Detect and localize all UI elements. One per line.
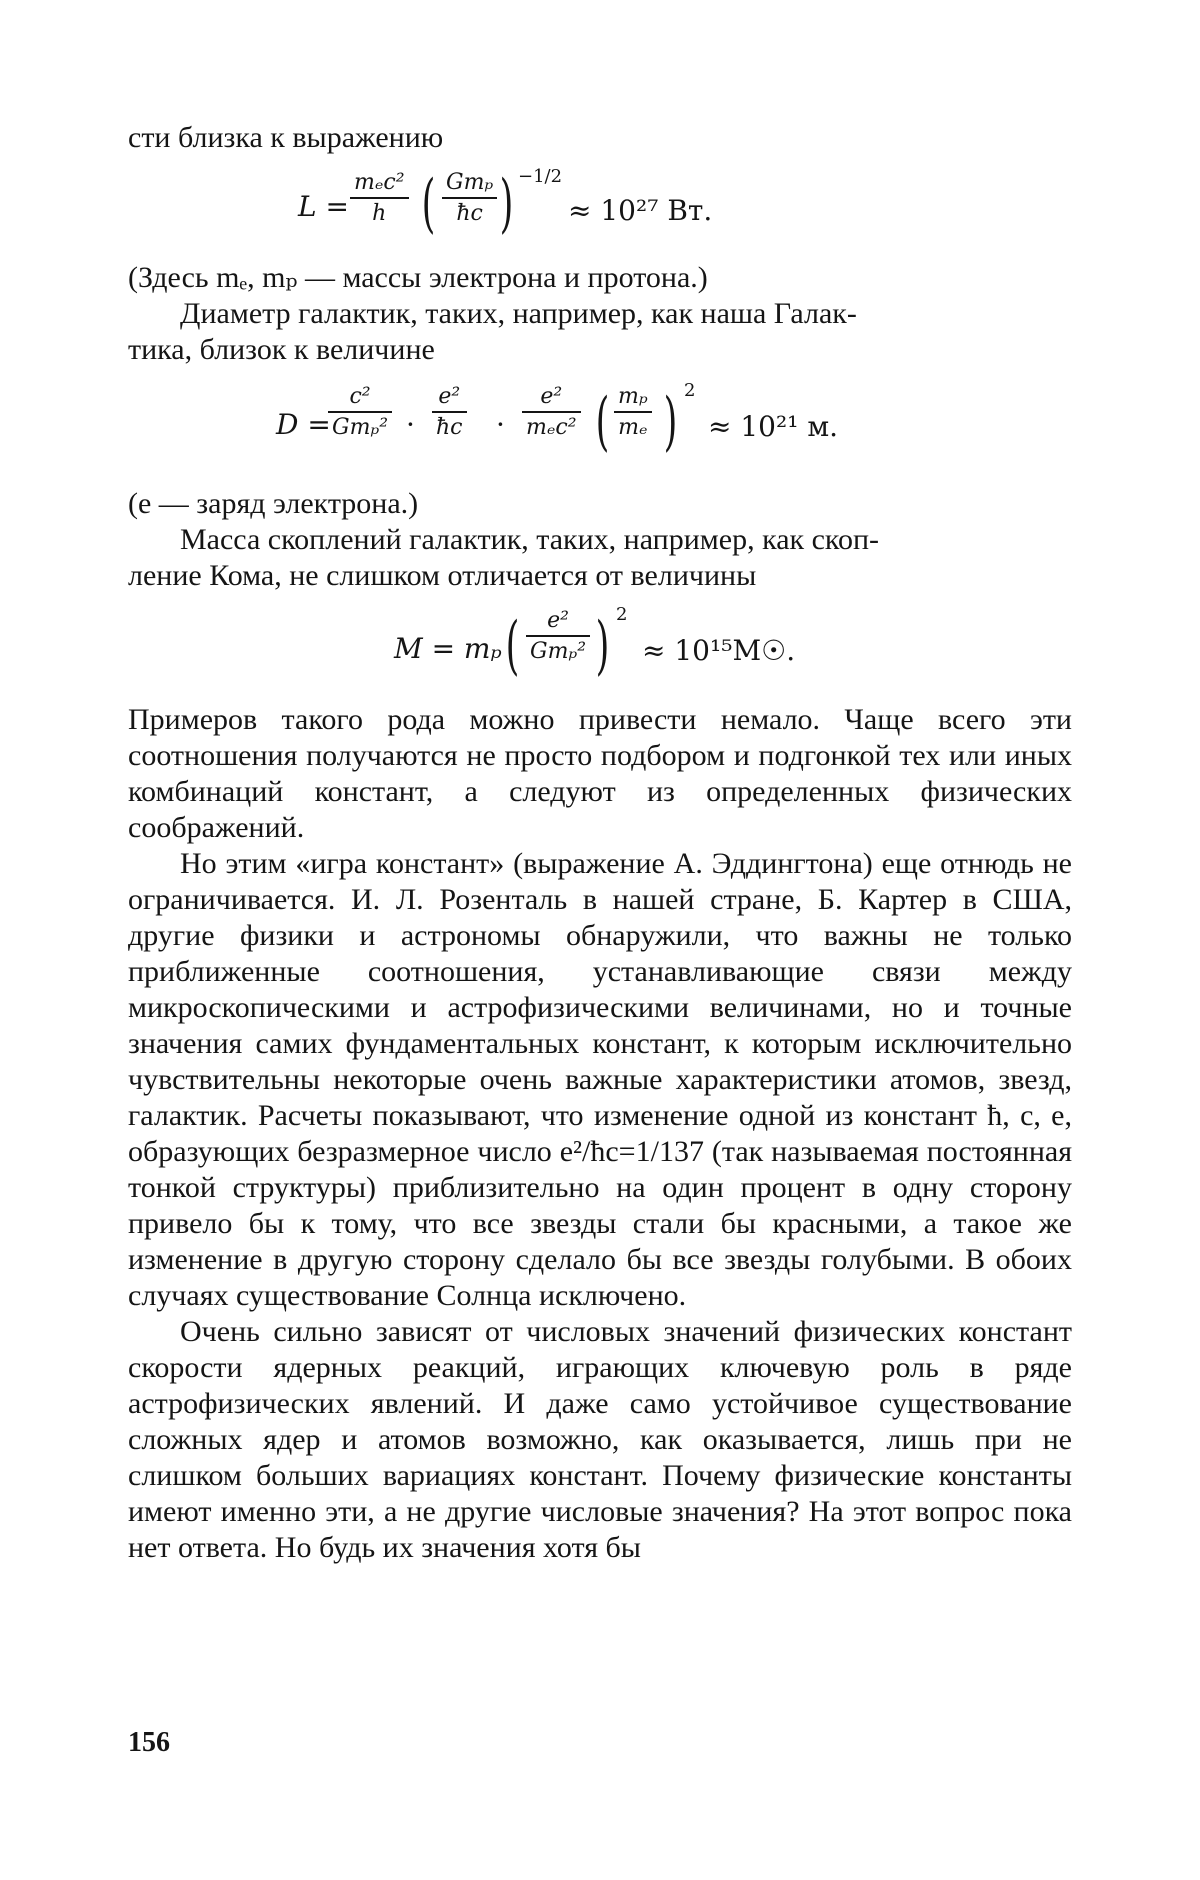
page-number: 156 [128, 1727, 170, 1758]
paragraph: Очень сильно зависят от числовых значений физических констант скорости ядерных реакций, играющих ключевую роль в ряде астрофизических явлений. И даже само устойчивое существование сложных ядер и атомов возможно, как оказывается, лишь при не слишком больших вариациях констант. Почему физические константы имеют именно эти, а не другие числовые значения? На этот вопрос пока нет ответа. Но будь их значения хотя бы [128, 1315, 1072, 1564]
left-paren: ( [505, 609, 520, 683]
denominator: mₑ [618, 415, 648, 440]
fraction-bar [350, 197, 409, 199]
text-line: (Здесь mₑ, mₚ — массы электрона и протона.) [128, 261, 708, 294]
numerator: Gmₚ [446, 170, 494, 195]
text-line: тика, близок к величине [128, 333, 435, 366]
fraction [432, 384, 467, 440]
numerator: mₚ [618, 384, 648, 409]
exponent: −1/2 [518, 166, 563, 187]
denominator: h [372, 201, 387, 226]
text-line: ление Кома, не слишком отличается от величины [128, 559, 757, 592]
text-column [128, 120, 1072, 1566]
denominator: ħc [456, 201, 483, 226]
numerator: e² [540, 384, 563, 409]
dot-operator: · [406, 408, 415, 441]
fraction [522, 384, 581, 440]
exponent: 2 [616, 604, 628, 625]
fraction-bar [442, 197, 497, 199]
fraction [442, 170, 497, 226]
fraction-bar [328, 411, 392, 413]
formula-diameter [128, 368, 1072, 486]
right-paren: ) [663, 385, 678, 459]
formula-rhs: ≈ 10²⁷ Вт. [568, 194, 713, 227]
denominator: Gmₚ² [332, 415, 389, 440]
denominator: mₑc² [526, 415, 577, 440]
fraction [350, 170, 409, 226]
right-paren: ) [595, 609, 610, 683]
fraction-bar [526, 635, 590, 637]
fraction-bar [432, 411, 467, 413]
fraction-bar [522, 411, 581, 413]
dot-operator: · [496, 408, 505, 441]
text-line: Масса скоплений галактик, таких, например, как скоп- [180, 523, 879, 556]
left-paren: ( [595, 385, 610, 459]
left-paren: ( [421, 167, 436, 241]
formula-lhs: M = mₚ [394, 632, 502, 665]
formula-lhs: D = [276, 408, 331, 441]
formula-mass [128, 594, 1072, 702]
fraction [614, 384, 652, 440]
exponent: 2 [684, 380, 696, 401]
text-line: Диаметр галактик, таких, например, как наша Галак- [180, 297, 857, 330]
fraction [328, 384, 392, 440]
text-line: (e — заряд электрона.) [128, 487, 419, 520]
numerator: mₑc² [354, 170, 405, 195]
fraction [526, 608, 590, 664]
denominator: ħc [436, 415, 463, 440]
formula-lhs: L = [298, 190, 349, 223]
numerator: e² [547, 608, 569, 633]
formula-luminosity [128, 156, 1072, 260]
text-line: сти близка к выражению [128, 121, 444, 154]
formula-rhs: ≈ 10²¹ м. [708, 410, 839, 443]
formula-rhs: ≈ 10¹⁵M☉. [642, 634, 796, 667]
paragraph: Примеров такого рода можно привести немало. Чаще всего эти соотношения получаются не просто подбором и подгонкой тех или иных комбинаций констант, а следуют из определенных физических соображений. [128, 703, 1072, 844]
paragraph: Но этим «игра констант» (выражение А. Эддингтона) еще отнюдь не ограничивается. И. Л. Розенталь в нашей стране, Б. Картер в США, другие физики и астрономы обнаружили, что важны не только приближенные соотношения, устанавливающие связи между микроскопическими и астрофизическими величинами, но и точные значения самих фундаментальных констант, к которым исключительно чувствительны некоторые очень важные характеристики атомов, звезд, галактик. Расчеты показывают, что изменение одной из констант ħ, c, e, образующих безразмерное число e²/ħc=1/137 (так называемая постоянная тонкой структуры) приблизительно на один процент в одну сторону привело бы к тому, что все звезды стали бы красными, а такое же изменение в другую сторону сделало бы все звезды голубыми. В обоих случаях существование Солнца исключено. [128, 847, 1072, 1312]
right-paren: ) [499, 167, 514, 241]
denominator: Gmₚ² [530, 639, 587, 664]
fraction-bar [614, 411, 652, 413]
numerator: e² [438, 384, 461, 409]
numerator: c² [349, 384, 371, 409]
